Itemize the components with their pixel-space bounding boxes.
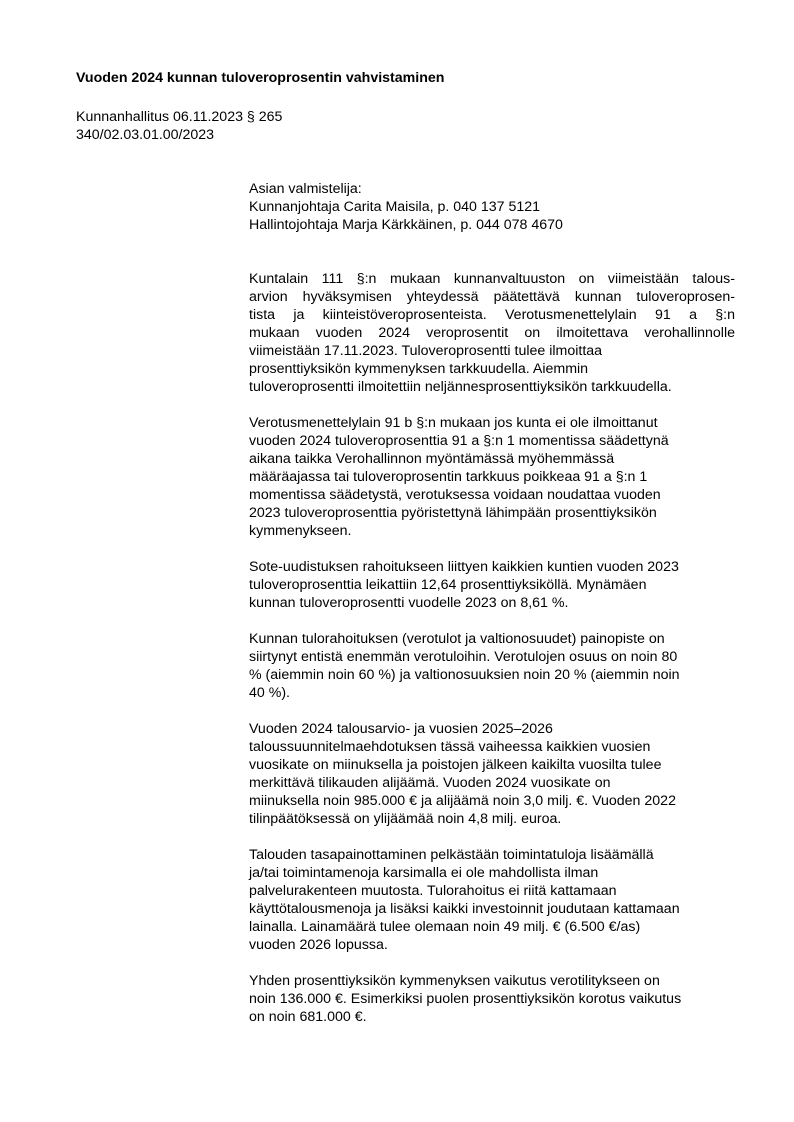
- preparer-line: Kunnanjohtaja Carita Maisila, p. 040 137 5121: [249, 199, 541, 215]
- paragraph: [249, 720, 735, 828]
- text-line: Vuoden 2024 talousarvio- ja vuosien 2025–2026: [249, 721, 553, 737]
- text-line: käyttötalousmenoja ja lisäksi kaikki investoinnit joudutaan kattamaan: [249, 901, 680, 917]
- text-line: on noin 681.000 €.: [249, 1009, 367, 1025]
- text-line: mukaan vuoden 2024 veroprosentit on ilmoitettava verohallinnolle: [249, 325, 735, 341]
- text-line: Verotusmenettelylain 91 b §:n mukaan jos kunta ei ole ilmoittanut: [249, 415, 658, 431]
- text-line: miinuksella noin 985.000 € ja alijäämä noin 3,0 milj. €. Vuoden 2022: [249, 793, 676, 809]
- paragraph: [249, 558, 735, 612]
- text-line: vuoden 2024 tuloveroprosenttia 91 a §:n 1 momentissa säädettynä: [249, 433, 669, 449]
- text-line: viimeistään 17.11.2023. Tuloveroprosentti tulee ilmoittaa: [249, 343, 603, 359]
- paragraph: [249, 972, 735, 1026]
- text-line: 2023 tuloveroprosenttia pyöristettynä lähimpään prosenttiyksikön: [249, 505, 657, 521]
- text-line: vuoden 2026 lopussa.: [249, 937, 388, 953]
- preparer-line: Hallintojohtaja Marja Kärkkäinen, p. 044 078 4670: [249, 217, 563, 233]
- document-title: Vuoden 2024 kunnan tuloveroprosentin vahvistaminen: [76, 70, 445, 86]
- text-line: kymmenykseen.: [249, 523, 352, 539]
- text-line: Talouden tasapainottaminen pelkästään toimintatuloja lisäämällä: [249, 847, 654, 863]
- preparer-heading: Asian valmistelija:: [249, 181, 362, 197]
- text-line: ja/tai toimintamenoja karsimalla ei ole mahdollista ilman: [249, 865, 599, 881]
- text-line: aikana taikka Verohallinnon myöntämässä myöhemmässä: [249, 451, 615, 467]
- text-line: merkittävä tilikauden alijäämä. Vuoden 2024 vuosikate on: [249, 775, 611, 791]
- paragraph: [249, 630, 735, 702]
- text-line: arvion hyväksymisen yhteydessä päätettävä kunnan tuloveroprosen-: [249, 289, 735, 305]
- text-line: kunnan tuloveroprosentti vuodelle 2023 on 8,61 %.: [249, 595, 569, 611]
- text-line: Kuntalain 111 §:n mukaan kunnanvaltuuston on viimeistään talous-: [249, 271, 735, 287]
- text-line: tuloveroprosenttia leikattiin 12,64 prosenttiyksiköllä. Mynämäen: [249, 577, 647, 593]
- text-line: lainalla. Lainamäärä tulee olemaan noin 49 milj. € (6.500 €/as): [249, 919, 641, 935]
- text-line: taloussuunnitelmaehdotuksen tässä vaiheessa kaikkien vuosien: [249, 739, 651, 755]
- paragraph: [249, 414, 735, 540]
- record-number: 340/02.03.01.00/2023: [76, 127, 215, 143]
- paragraph: [249, 270, 735, 396]
- text-line: prosenttiyksikön kymmenyksen tarkkuudella. Aiemmin: [249, 361, 589, 377]
- document-body: [249, 270, 735, 1044]
- meeting-reference: Kunnanhallitus 06.11.2023 § 265: [76, 109, 283, 125]
- text-line: 40 %).: [249, 685, 291, 701]
- text-line: Sote-uudistuksen rahoitukseen liittyen kaikkien kuntien vuoden 2023: [249, 559, 679, 575]
- text-line: vuosikate on miinuksella ja poistojen jälkeen kaikilta vuosilta tulee: [249, 757, 662, 773]
- text-line: määräajassa tai tuloveroprosentin tarkkuus poikkeaa 91 a §:n 1: [249, 469, 648, 485]
- paragraph: [249, 846, 735, 954]
- text-line: noin 136.000 €. Esimerkiksi puolen prosenttiyksikön korotus vaikutus: [249, 991, 682, 1007]
- text-line: tuloveroprosentti ilmoitettiin neljännesprosenttiyksikön tarkkuudella.: [249, 379, 672, 395]
- text-line: siirtynyt entistä enemmän verotuloihin. Verotulojen osuus on noin 80: [249, 649, 678, 665]
- preparer-block: [249, 180, 563, 234]
- text-line: tista ja kiinteistöveroprosenteista. Verotusmenettelylain 91 a §:n: [249, 307, 735, 323]
- text-line: Kunnan tulorahoituksen (verotulot ja valtionosuudet) painopiste on: [249, 631, 665, 647]
- text-line: % (aiemmin noin 60 %) ja valtionosuuksien noin 20 % (aiemmin noin: [249, 667, 680, 683]
- text-line: momentissa säädetystä, verotuksessa voidaan noudattaa vuoden: [249, 487, 661, 503]
- text-line: palvelurakenteen muutosta. Tulorahoitus ei riitä kattamaan: [249, 883, 617, 899]
- text-line: Yhden prosenttiyksikön kymmenyksen vaikutus verotilitykseen on: [249, 973, 660, 989]
- document-meta: [76, 108, 282, 144]
- text-line: tilinpäätöksessä on ylijäämää noin 4,8 milj. euroa.: [249, 811, 562, 827]
